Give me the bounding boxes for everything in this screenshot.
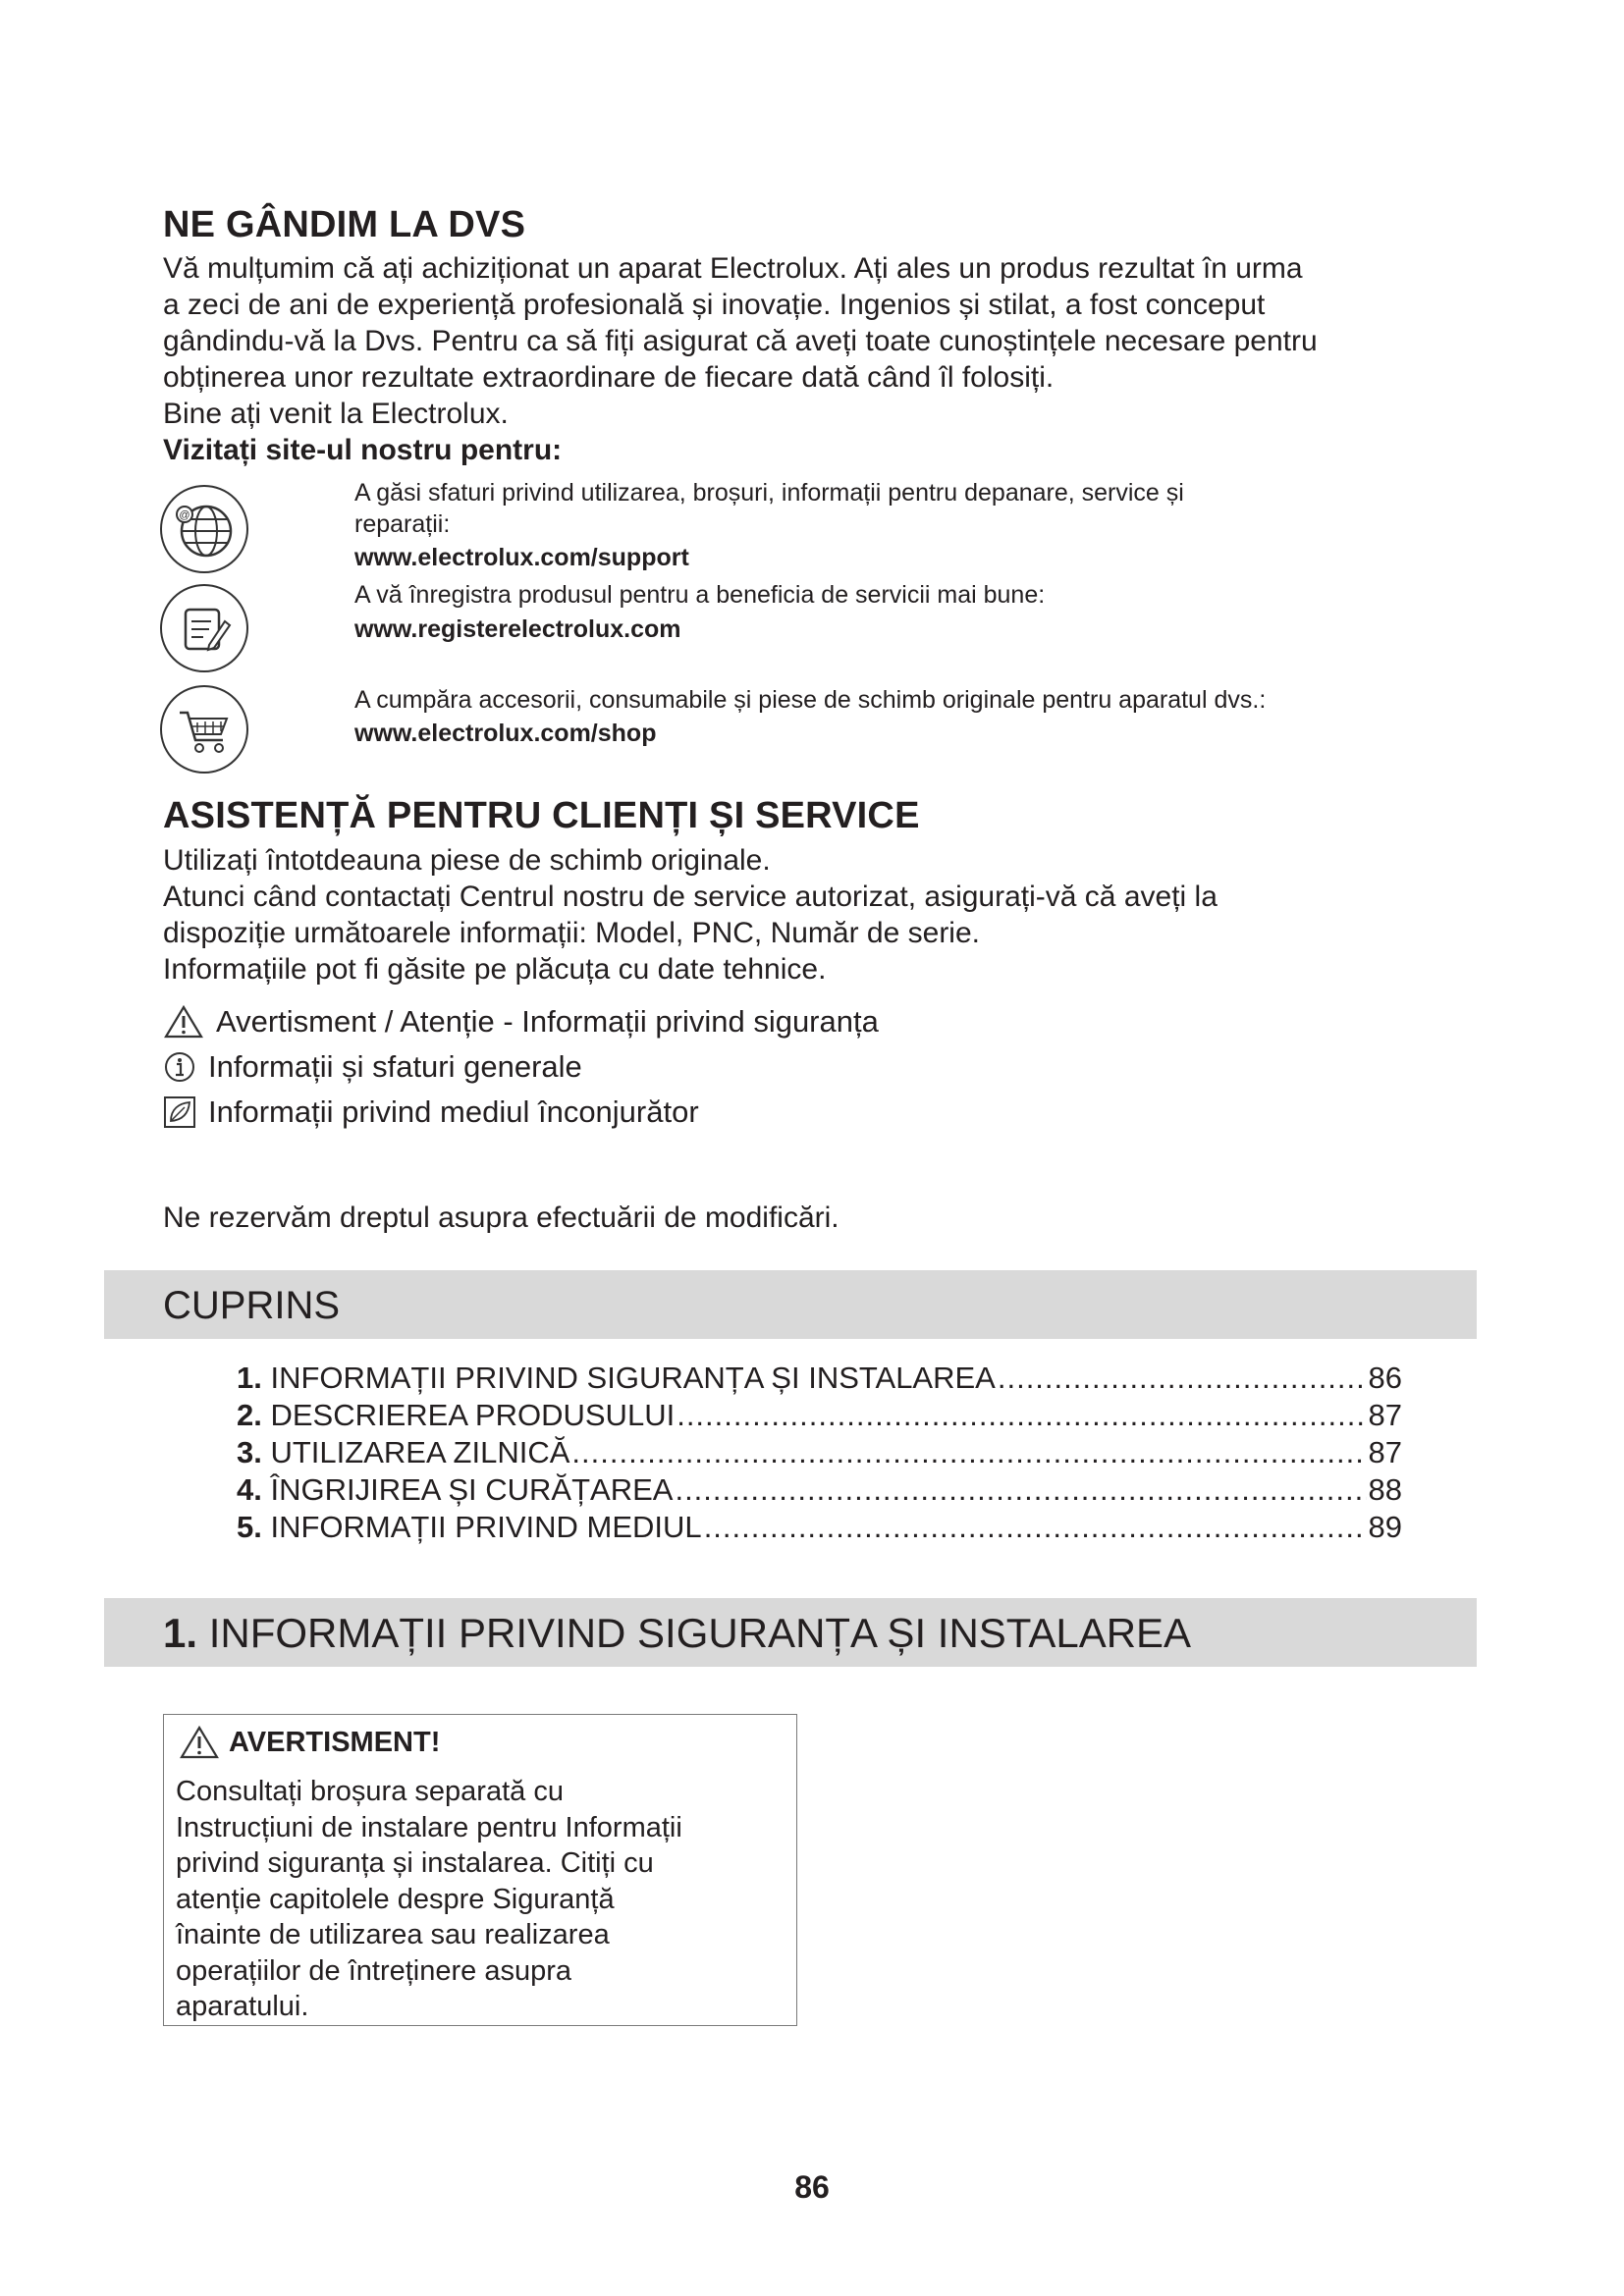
register-form-icon bbox=[160, 584, 248, 672]
legend-info bbox=[163, 1044, 879, 1090]
page-number: 86 bbox=[794, 2169, 830, 2205]
intro-title: NE GÂNDIM LA DVS bbox=[163, 204, 526, 245]
toc-band bbox=[104, 1270, 1477, 1339]
service-line: dispoziție următoarele informații: Model, PNC, Număr de serie. bbox=[163, 917, 980, 949]
toc-item[interactable] bbox=[237, 1472, 1402, 1510]
toc-item-page: 89 bbox=[1368, 1510, 1402, 1544]
legend-warning-label: Avertisment / Atenție - Informații privind siguranța bbox=[216, 1004, 879, 1039]
toc-item-page: 87 bbox=[1368, 1398, 1402, 1432]
warning-text bbox=[176, 1774, 682, 2025]
link-support bbox=[354, 477, 1184, 573]
section1-number: 1. bbox=[163, 1610, 198, 1656]
info-circle-icon bbox=[163, 1050, 196, 1084]
legend bbox=[163, 999, 879, 1135]
link-support-desc: reparații: bbox=[354, 510, 451, 538]
warning-line: înainte de utilizarea sau realizarea bbox=[176, 1919, 610, 1950]
warning-box bbox=[163, 1714, 797, 2026]
warning-triangle-icon bbox=[163, 1004, 204, 1040]
service-line: Utilizați întotdeauna piese de schimb originale. bbox=[163, 844, 771, 877]
warning-header bbox=[178, 1725, 440, 1760]
toc-item-number: 5. bbox=[237, 1510, 262, 1544]
legend-warning bbox=[163, 999, 879, 1044]
globe-icon bbox=[160, 485, 248, 573]
intro-line: Vă mulțumim că ați achiziționat un aparat Electrolux. Ați ales un produs rezultat în urma bbox=[163, 252, 1303, 285]
toc-item-page: 88 bbox=[1368, 1472, 1402, 1507]
legend-environment bbox=[163, 1090, 879, 1135]
toc-item-number: 2. bbox=[237, 1398, 262, 1432]
toc-item-label: INFORMAȚII PRIVIND MEDIUL bbox=[270, 1510, 702, 1544]
toc-item-label: ÎNGRIJIREA ȘI CURĂȚAREA bbox=[270, 1472, 674, 1507]
toc-item-number: 1. bbox=[237, 1361, 262, 1395]
toc-item[interactable] bbox=[237, 1435, 1402, 1472]
toc-dots bbox=[704, 1510, 1367, 1545]
warning-line: Consultați broșura separată cu bbox=[176, 1776, 564, 1807]
register-url[interactable]: www.registerelectrolux.com bbox=[354, 615, 681, 643]
warning-line: operațiilor de întreținere asupra bbox=[176, 1954, 572, 1987]
service-paragraph bbox=[163, 842, 1218, 988]
toc-title: CUPRINS bbox=[163, 1284, 341, 1327]
toc-item[interactable] bbox=[237, 1361, 1402, 1398]
shop-url[interactable]: www.electrolux.com/shop bbox=[354, 720, 657, 747]
link-shop bbox=[354, 684, 1266, 749]
visit-heading: Vizitați site-ul nostru pentru: bbox=[163, 434, 563, 466]
toc-item-label: UTILIZAREA ZILNICĂ bbox=[270, 1435, 570, 1469]
reserve-note: Ne rezervăm dreptul asupra efectuării de modificări. bbox=[163, 1201, 839, 1234]
toc-item-number: 4. bbox=[237, 1472, 262, 1507]
toc-item-number: 3. bbox=[237, 1435, 262, 1469]
toc-dots bbox=[677, 1398, 1366, 1433]
toc-dots bbox=[571, 1435, 1366, 1470]
link-register-desc: A vă înregistra produsul pentru a beneficia de servicii mai bune: bbox=[354, 581, 1046, 609]
legend-info-label: Informații și sfaturi generale bbox=[208, 1049, 582, 1084]
warning-line: privind siguranța și instalarea. Citiți cu bbox=[176, 1847, 654, 1879]
section1-title bbox=[163, 1610, 1191, 1657]
toc-item-page: 87 bbox=[1368, 1435, 1402, 1469]
warning-triangle-icon bbox=[178, 1725, 221, 1760]
intro-line: gândindu-vă la Dvs. Pentru ca să fiți asigurat că aveți toate cunoștințele necesare pentru bbox=[163, 325, 1318, 357]
toc-item-label: DESCRIEREA PRODUSULUI bbox=[270, 1398, 676, 1432]
welcome-text: Bine ați venit la Electrolux. bbox=[163, 398, 509, 430]
link-shop-desc: A cumpăra accesorii, consumabile și piese de schimb originale pentru aparatul dvs.: bbox=[354, 686, 1267, 714]
warning-title: AVERTISMENT! bbox=[229, 1726, 441, 1758]
support-url[interactable]: www.electrolux.com/support bbox=[354, 544, 689, 571]
legend-environment-label: Informații privind mediul înconjurător bbox=[208, 1095, 699, 1129]
shopping-cart-icon bbox=[160, 685, 248, 774]
warning-line: atenție capitolele despre Siguranță bbox=[176, 1883, 615, 1915]
toc-list bbox=[237, 1361, 1402, 1547]
environment-leaf-icon bbox=[163, 1095, 196, 1129]
section1-band bbox=[104, 1598, 1477, 1667]
intro-paragraph bbox=[163, 250, 1318, 468]
service-line: Atunci când contactați Centrul nostru de service autorizat, asigurați-vă că aveți la bbox=[163, 881, 1218, 913]
link-register bbox=[354, 579, 1045, 645]
warning-line: Instrucțiuni de instalare pentru Informații bbox=[176, 1811, 682, 1843]
service-line: Informațiile pot fi găsite pe plăcuța cu date tehnice. bbox=[163, 953, 827, 986]
warning-line: aparatului. bbox=[176, 1991, 309, 2022]
intro-line: a zeci de ani de experiență profesională și inovație. Ingenios și stilat, a fost conceput bbox=[163, 289, 1266, 321]
intro-line: obținerea unor rezultate extraordinare de fiecare dată când îl folosiți. bbox=[163, 361, 1055, 394]
svg-text:@: @ bbox=[179, 509, 190, 521]
toc-item[interactable] bbox=[237, 1510, 1402, 1547]
toc-dots bbox=[998, 1361, 1367, 1396]
toc-item-page: 86 bbox=[1368, 1361, 1402, 1395]
section1-title-text: INFORMAȚII PRIVIND SIGURANȚA ȘI INSTALAREA bbox=[208, 1610, 1192, 1656]
toc-item-label: INFORMAȚII PRIVIND SIGURANȚA ȘI INSTALAREA bbox=[270, 1361, 996, 1395]
link-support-desc: A găsi sfaturi privind utilizarea, broșuri, informații pentru depanare, service și bbox=[354, 479, 1184, 507]
toc-dots bbox=[675, 1472, 1366, 1508]
toc-item[interactable] bbox=[237, 1398, 1402, 1435]
service-title: ASISTENȚĂ PENTRU CLIENȚI ȘI SERVICE bbox=[163, 795, 920, 836]
